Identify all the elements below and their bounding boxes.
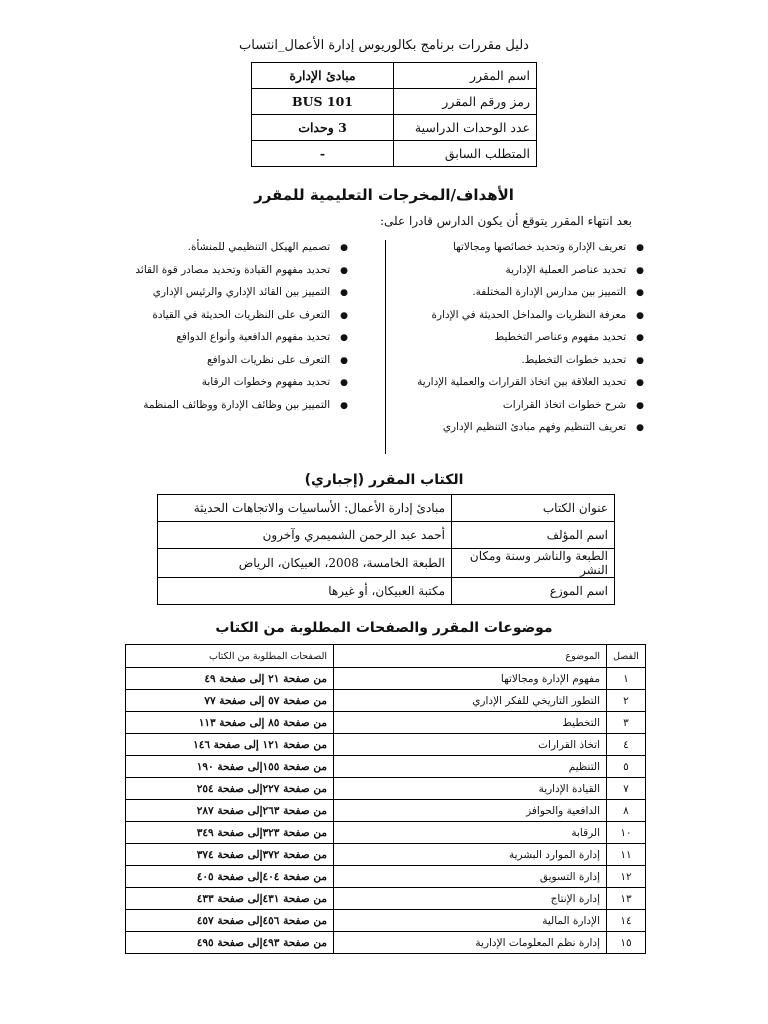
table-row (126, 734, 646, 756)
textbook-label: الطبعة والناشر وسنة ومكان النشر (452, 549, 615, 578)
course-info-value: مبادئ الإدارة (252, 63, 394, 89)
table-row (126, 910, 646, 932)
objective-item: ● شرح خطوات اتخاذ القرارات (394, 394, 644, 417)
course-info-label: المتطلب السابق (394, 141, 537, 167)
topic-cell: إدارة الإنتاج (334, 888, 607, 910)
pages-cell: من صفحة ٣٢٣إلى صفحة ٣٤٩ (126, 822, 334, 844)
objective-item: ● تحديد مفهوم القيادة وتحديد مصادر قوة القائد (88, 259, 348, 282)
topic-cell: التخطيط (334, 712, 607, 734)
chapter-cell: ١٣ (607, 888, 646, 910)
textbook-value: مبادئ إدارة الأعمال: الأساسيات والاتجاهات الحديثة (158, 495, 452, 522)
header-chapter: الفصل (607, 645, 646, 668)
objective-item: ● تحديد مفهوم الدافعية وأنواع الدوافع (88, 326, 348, 349)
table-row (126, 690, 646, 712)
topic-cell: إدارة الموارد البشرية (334, 844, 607, 866)
objective-item: ● معرفة النظريات والمداخل الحديثة في الإدارة (394, 304, 644, 327)
table-row (126, 800, 646, 822)
pages-cell: من صفحة ٤٠٤إلى صفحة ٤٠٥ (126, 866, 334, 888)
pages-cell: من صفحة ٢١ إلى صفحة ٤٩ (126, 668, 334, 690)
objectives-left-column (88, 236, 348, 416)
textbook-table (157, 494, 615, 605)
table-row (126, 822, 646, 844)
chapter-cell: ٣ (607, 712, 646, 734)
table-row (126, 756, 646, 778)
textbook-value: الطبعة الخامسة، 2008، العبيكان، الرياض (158, 549, 452, 578)
pages-cell: من صفحة ٤٩٣إلى صفحة ٤٩٥ (126, 932, 334, 954)
textbook-label: عنوان الكتاب (452, 495, 615, 522)
objectives-right-column (394, 236, 644, 439)
pages-cell: من صفحة ١٢١ إلى صفحة ١٤٦ (126, 734, 334, 756)
objective-item: ● تحديد مفهوم وعناصر التخطيط (394, 326, 644, 349)
chapter-cell: ١٢ (607, 866, 646, 888)
column-divider (385, 240, 386, 454)
chapter-cell: ١ (607, 668, 646, 690)
topic-cell: التنظيم (334, 756, 607, 778)
objective-item: ● التمييز بين مدارس الإدارة المختلفة. (394, 281, 644, 304)
chapter-cell: ١٤ (607, 910, 646, 932)
objective-item: ● التمييز بين القائد الإداري والرئيس الإداري (88, 281, 348, 304)
topic-cell: القيادة الإدارية (334, 778, 607, 800)
header-pages: الصفحات المطلوبة من الكتاب (126, 645, 334, 668)
pages-cell: من صفحة ١٥٥إلى صفحة ١٩٠ (126, 756, 334, 778)
document-title: دليل مقررات برنامج بكالوريوس إدارة الأعمال_انتساب (239, 38, 529, 53)
chapter-cell: ١١ (607, 844, 646, 866)
topics-table (125, 644, 646, 954)
textbook-row (158, 549, 615, 578)
topic-cell: إدارة التسويق (334, 866, 607, 888)
topic-cell: إدارة نظم المعلومات الإدارية (334, 932, 607, 954)
chapter-cell: ٥ (607, 756, 646, 778)
textbook-row (158, 495, 615, 522)
table-row (126, 844, 646, 866)
objective-item: ● تحديد العلاقة بين اتخاذ القرارات والعملية الإدارية (394, 371, 644, 394)
course-info-row (252, 89, 537, 115)
objective-item: ● تعريف التنظيم وفهم مبادئ التنظيم الإداري (394, 416, 644, 439)
chapter-cell: ٨ (607, 800, 646, 822)
pages-cell: من صفحة ٤٣١إلى صفحة ٤٣٣ (126, 888, 334, 910)
table-row (126, 888, 646, 910)
textbook-row (158, 578, 615, 605)
topic-cell: التطور التاريخي للفكر الإداري (334, 690, 607, 712)
topic-cell: الإدارة المالية (334, 910, 607, 932)
objective-item: ● التمييز بين وظائف الإدارة ووظائف المنظمة (88, 394, 348, 417)
course-info-label: عدد الوحدات الدراسية (394, 115, 537, 141)
objective-item: ● التعرف على النظريات الحديثة في القيادة (88, 304, 348, 327)
course-info-label: اسم المقرر (394, 63, 537, 89)
topic-cell: الدافعية والحوافز (334, 800, 607, 822)
objectives-intro: بعد انتهاء المقرر يتوقع أن يكون الدارس قادرا على: (380, 214, 632, 228)
pages-cell: من صفحة ٨٥ إلى صفحة ١١٣ (126, 712, 334, 734)
chapter-cell: ١٠ (607, 822, 646, 844)
course-info-value: - (252, 141, 394, 167)
chapter-cell: ٤ (607, 734, 646, 756)
textbook-label: اسم الموزع (452, 578, 615, 605)
course-info-value: BUS 101 (252, 89, 394, 115)
objectives-heading: الأهداف/المخرجات التعليمية للمقرر (254, 186, 514, 204)
chapter-cell: ١٥ (607, 932, 646, 954)
course-info-value: 3 وحدات (252, 115, 394, 141)
chapter-cell: ٢ (607, 690, 646, 712)
pages-cell: من صفحة ٤٥٦إلى صفحة ٤٥٧ (126, 910, 334, 932)
pages-cell: من صفحة ٣٧٢إلى صفحة ٣٧٤ (126, 844, 334, 866)
chapter-cell: ٧ (607, 778, 646, 800)
textbook-value: مكتبة العبيكان، أو غيرها (158, 578, 452, 605)
course-info-row (252, 115, 537, 141)
textbook-heading: الكتاب المقرر (إجباري) (304, 472, 464, 488)
topic-cell: الرقابة (334, 822, 607, 844)
course-info-label: رمز ورقم المقرر (394, 89, 537, 115)
course-info-row (252, 63, 537, 89)
course-info-row (252, 141, 537, 167)
table-row (126, 712, 646, 734)
topic-cell: مفهوم الإدارة ومجالاتها (334, 668, 607, 690)
textbook-row (158, 522, 615, 549)
objective-item: ● تحديد مفهوم وخطوات الرقابة (88, 371, 348, 394)
topics-heading: موضوعات المقرر والصفحات المطلوبة من الكتاب (215, 620, 553, 636)
objective-item: ● تعريف الإدارة وتحديد خصائصها ومجالاتها (394, 236, 644, 259)
table-row (126, 866, 646, 888)
course-info-table (251, 62, 537, 167)
topics-header-row (126, 645, 646, 668)
pages-cell: من صفحة ٥٧ إلى صفحة ٧٧ (126, 690, 334, 712)
topic-cell: اتخاذ القرارات (334, 734, 607, 756)
table-row (126, 932, 646, 954)
objective-item: ● التعرف على نظريات الدوافع (88, 349, 348, 372)
objective-item: ● تحديد خطوات التخطيط. (394, 349, 644, 372)
textbook-value: أحمد عبد الرحمن الشميمري وآخرون (158, 522, 452, 549)
objective-item: ● تحديد عناصر العملية الإدارية (394, 259, 644, 282)
pages-cell: من صفحة ٢٢٧إلى صفحة ٢٥٤ (126, 778, 334, 800)
textbook-label: اسم المؤلف (452, 522, 615, 549)
header-topic: الموضوع (334, 645, 607, 668)
table-row (126, 668, 646, 690)
table-row (126, 778, 646, 800)
pages-cell: من صفحة ٢٦٣إلى صفحة ٢٨٧ (126, 800, 334, 822)
objective-item: ● تصميم الهيكل التنظيمي للمنشأة. (88, 236, 348, 259)
